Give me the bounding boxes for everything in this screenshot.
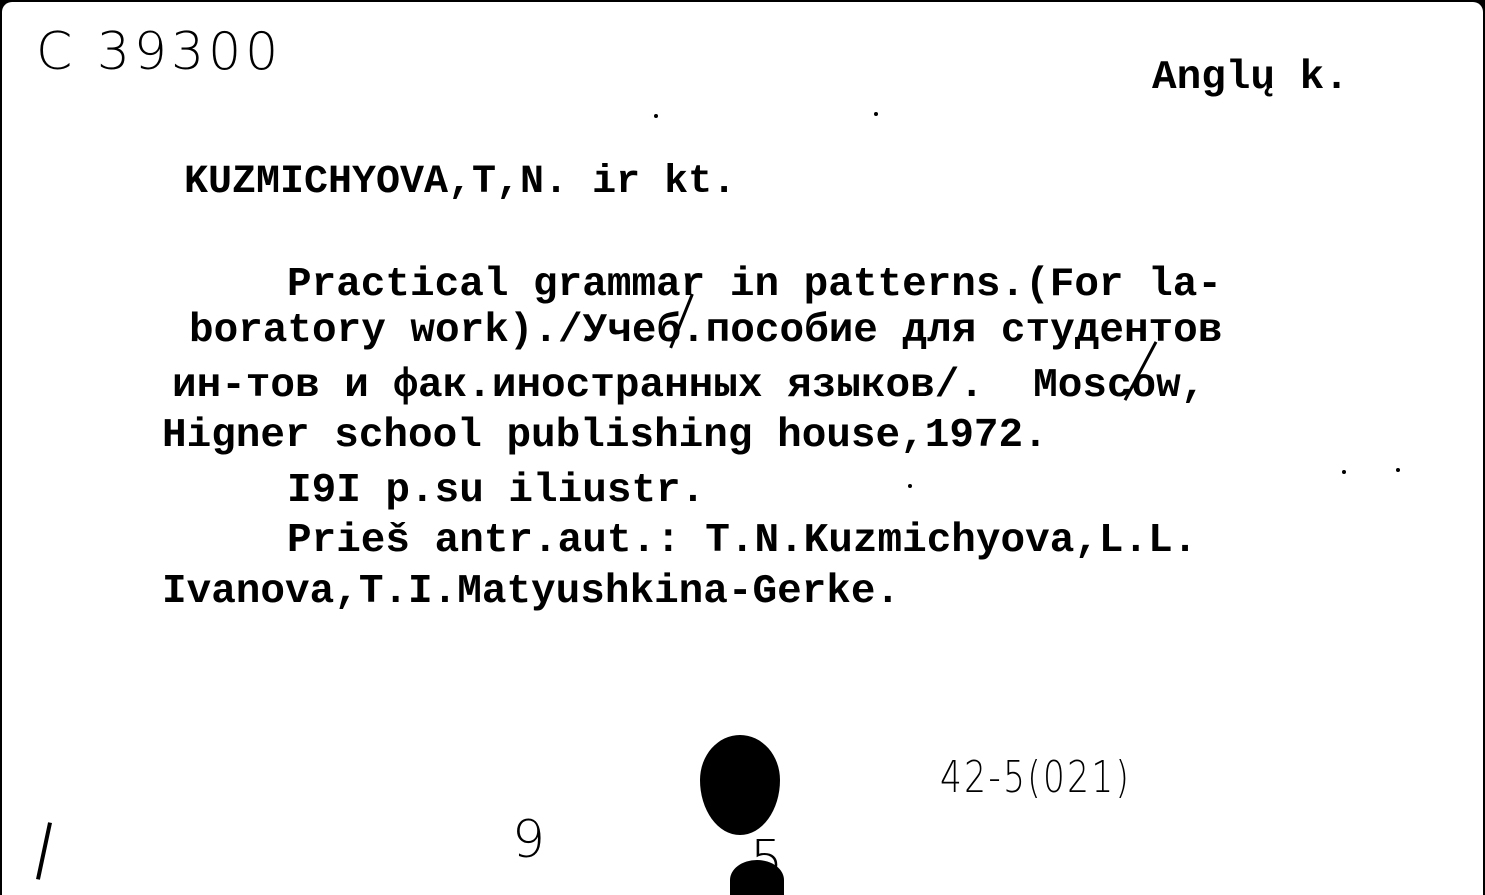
language-label: Anglų k. (1152, 55, 1349, 101)
description-line: ин-тов и фак.иностранных языков/. Moscow, (172, 363, 1206, 409)
pencil-tick-mark (36, 822, 52, 880)
description-line: Practical grammar in patterns.(For la- (287, 262, 1222, 308)
catalog-card (2, 2, 1483, 895)
author-line: KUZMICHYOVA,T,N. ir kt. (184, 160, 737, 205)
ink-speck (874, 112, 878, 116)
handwritten-five: 5 (750, 830, 784, 890)
description-line: boratory work)./Учеб.пособие для студентов (189, 308, 1223, 354)
publication-line: Higner school publishing house,1972. (162, 413, 1048, 459)
ink-speck (1396, 468, 1400, 472)
ink-speck (1342, 470, 1346, 474)
handwritten-nine: 9 (512, 810, 546, 870)
ink-speck (654, 114, 658, 118)
ink-speck (908, 484, 912, 488)
handwritten-classification: 42-5(021) (940, 752, 1132, 803)
authors-note-line: Ivanova,T.I.Matyushkina-Gerke. (162, 569, 901, 615)
call-number: C 39300 (36, 22, 283, 82)
authors-note-line: Prieš antr.aut.: T.N.Kuzmichyova,L.L. (287, 518, 1198, 564)
pagination-line: I9I p.su iliustr. (287, 468, 706, 514)
punch-hole (700, 735, 780, 835)
